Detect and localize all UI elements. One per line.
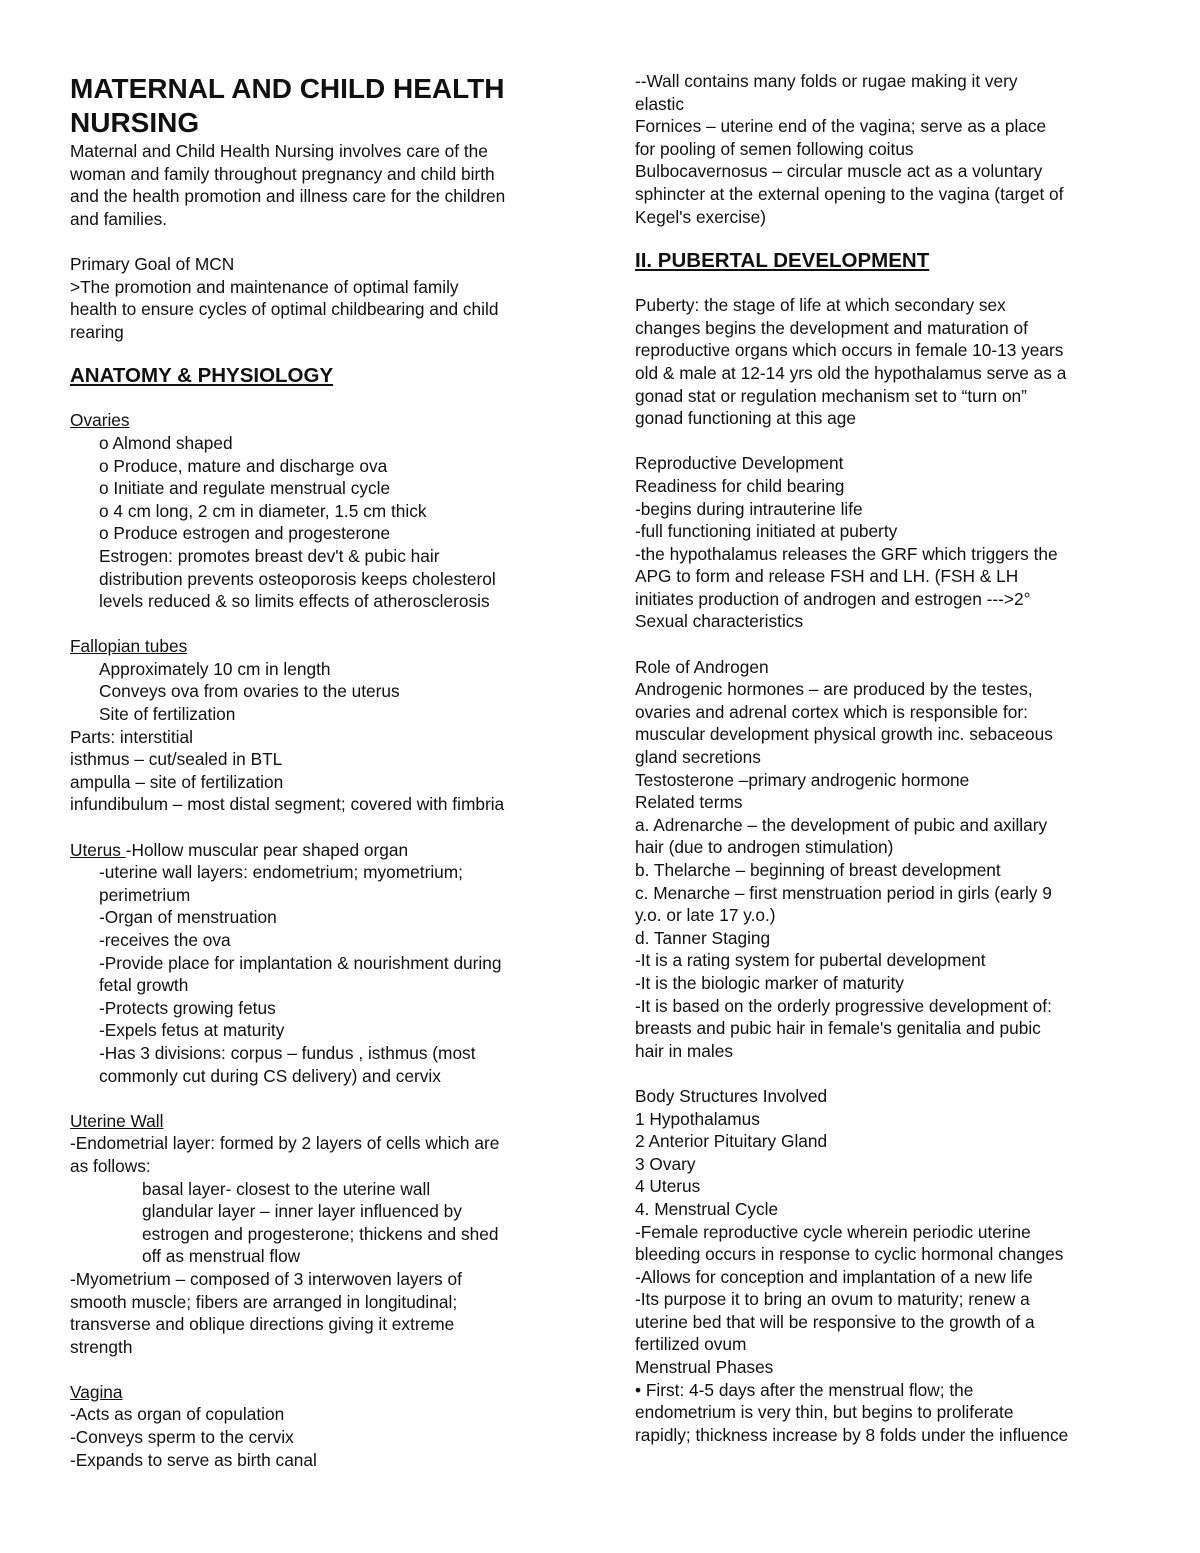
ovaries-section [70, 409, 570, 612]
paragraph-line: gonad stat or regulation mechanism set to “turn on” [635, 385, 1027, 406]
paragraph-line: reproductive organs which occurs in female 10-13 years [635, 340, 1064, 361]
list-item: as follows: [70, 1155, 151, 1176]
paragraph-line: Readiness for child bearing [635, 475, 845, 496]
list-item: -uterine wall layers: endometrium; myometrium; [99, 862, 463, 883]
paragraph-line: Sexual characteristics [635, 611, 804, 632]
list-item: -Myometrium – composed of 3 interwoven layers of [70, 1268, 462, 1289]
paragraph-line: -It is based on the orderly progressive development of: [635, 995, 1052, 1016]
paragraph-line: Body Structures Involved [635, 1085, 828, 1106]
list-item: -Conveys sperm to the cervix [70, 1427, 294, 1448]
paragraph-line: 1 Hypothalamus [635, 1108, 760, 1129]
paragraph-line: a. Adrenarche – the development of pubic and axillary [635, 814, 1048, 835]
paragraph-line: APG to form and release FSH and LH. (FSH & LH [635, 566, 1019, 587]
intro-line: and families. [70, 208, 168, 229]
uterine-wall-heading: Uterine Wall [70, 1110, 164, 1131]
intro-line: woman and family throughout pregnancy and child birth [70, 163, 495, 184]
paragraph-line: Testosterone –primary androgenic hormone [635, 769, 970, 790]
list-item: off as menstrual flow [142, 1246, 301, 1267]
paragraph-line: gland secretions [635, 747, 761, 768]
vagina-heading: Vagina [70, 1381, 123, 1402]
paragraph-line: old & male at 12-14 yrs old the hypothalamus serve as a [635, 362, 1067, 383]
paragraph-line: fertilized ovum [635, 1334, 747, 1355]
list-item: for pooling of semen following coitus [635, 138, 914, 159]
paragraph-line: hair in males [635, 1040, 733, 1061]
list-item: basal layer- closest to the uterine wall [142, 1178, 431, 1199]
list-item: levels reduced & so limits effects of atherosclerosis [99, 591, 490, 612]
fallopian-heading: Fallopian tubes [70, 636, 188, 657]
list-item: glandular layer – inner layer influenced by [142, 1201, 462, 1222]
paragraph-line: Puberty: the stage of life at which secondary sex [635, 295, 1006, 316]
reproductive-development [635, 452, 1135, 633]
role-of-androgen [635, 656, 1135, 1063]
paragraph-line: Role of Androgen [635, 656, 769, 677]
paragraph-line: c. Menarche – first menstruation period in girls (early 9 [635, 882, 1052, 903]
paragraph-line: b. Thelarche – beginning of breast development [635, 860, 1001, 880]
vagina-continued [635, 70, 1135, 228]
paragraph-line: -begins during intrauterine life [635, 498, 863, 519]
list-item: Conveys ova from ovaries to the uterus [99, 681, 400, 702]
list-item: Parts: interstitial [70, 726, 193, 747]
list-item: o Produce estrogen and progesterone [99, 523, 391, 544]
paragraph-line: -Female reproductive cycle wherein periodic uterine [635, 1221, 1031, 1242]
paragraph-line: hair (due to androgen stimulation) [635, 837, 894, 858]
paragraph-line: muscular development physical growth inc. sebaceous [635, 724, 1053, 745]
list-item: estrogen and progesterone; thickens and shed [142, 1223, 499, 1244]
list-item: -Has 3 divisions: corpus – fundus , isthmus (most [99, 1042, 476, 1063]
ovaries-heading: Ovaries [70, 410, 130, 431]
paragraph-line: uterine bed that will be responsive to the growth of a [635, 1311, 1035, 1332]
paragraph-line: rapidly; thickness increase by 8 folds under the influence [635, 1424, 1069, 1445]
list-item: perimetrium [99, 884, 191, 905]
goal-line: rearing [70, 321, 124, 342]
paragraph-line: 4 Uterus [635, 1176, 701, 1197]
list-item: transverse and oblique directions giving it extreme [70, 1314, 455, 1335]
list-item: -Endometrial layer: formed by 2 layers of cells which are [70, 1133, 500, 1154]
list-item: Bulbocavernosus – circular muscle act as a voluntary [635, 161, 1043, 182]
puberty-paragraph [635, 294, 1135, 430]
paragraph-line: 2 Anterior Pituitary Gland [635, 1131, 828, 1152]
paragraph-line: ovaries and adrenal cortex which is responsible for: [635, 701, 1028, 722]
left-column [70, 72, 570, 1471]
list-item: distribution prevents osteoporosis keeps cholesterol [99, 568, 496, 589]
list-item: elastic [635, 93, 684, 114]
uterus-heading: Uterus [70, 839, 126, 860]
paragraph-line: Related terms [635, 792, 743, 813]
list-item: -Acts as organ of copulation [70, 1404, 285, 1425]
list-item: -Protects growing fetus [99, 997, 276, 1018]
body-structures [635, 1085, 1135, 1447]
list-item: strength [70, 1336, 133, 1357]
paragraph-line: initiates production of androgen and estrogen --->2° [635, 588, 1031, 609]
fallopian-section [70, 635, 570, 816]
paragraph-line: 4. Menstrual Cycle [635, 1198, 779, 1219]
document-title-line-2: NURSING [70, 107, 200, 138]
paragraph-line: y.o. or late 17 y.o.) [635, 905, 776, 926]
list-item: Estrogen: promotes breast dev't & pubic hair [99, 545, 440, 566]
paragraph-line: Androgenic hormones – are produced by the testes, [635, 679, 1033, 700]
paragraph-line: -full functioning initiated at puberty [635, 521, 898, 542]
paragraph-line: bleeding occurs in response to cyclic hormonal changes [635, 1244, 1064, 1265]
paragraph-line: -It is the biologic marker of maturity [635, 972, 904, 993]
list-item: Approximately 10 cm in length [99, 658, 331, 679]
paragraph-line: -the hypothalamus releases the GRF which triggers the [635, 543, 1058, 564]
list-item: o Produce, mature and discharge ova [99, 455, 388, 476]
paragraph-line: d. Tanner Staging [635, 927, 771, 948]
list-item: Kegel's exercise) [635, 206, 767, 227]
paragraph-line: -Allows for conception and implantation of a new life [635, 1266, 1033, 1287]
list-item: -receives the ova [99, 930, 231, 950]
paragraph-line: -It is a rating system for pubertal development [635, 950, 986, 971]
section-heading-pubertal: II. PUBERTAL DEVELOPMENT [635, 249, 930, 273]
uterine-wall-section [70, 1110, 570, 1359]
document-title-line-1: MATERNAL AND CHILD HEALTH [70, 73, 505, 104]
intro-line: Maternal and Child Health Nursing involves care of the [70, 141, 488, 161]
uterus-description: -Hollow muscular pear shaped organ [125, 839, 409, 860]
list-item: -Expands to serve as birth canal [70, 1449, 317, 1470]
list-item: o Almond shaped [99, 432, 233, 453]
list-item: o Initiate and regulate menstrual cycle [99, 478, 391, 499]
list-item: ampulla – site of fertilization [70, 771, 284, 792]
list-item: Site of fertilization [99, 704, 236, 725]
goal-line: Primary Goal of MCN [70, 253, 235, 274]
list-item: -Expels fetus at maturity [99, 1020, 285, 1041]
intro-line: and the health promotion and illness care for the children [70, 186, 506, 207]
paragraph-line: Menstrual Phases [635, 1357, 774, 1378]
paragraph-line: gonad functioning at this age [635, 408, 856, 429]
uterus-heading-line [70, 839, 570, 862]
list-item: o 4 cm long, 2 cm in diameter, 1.5 cm thick [99, 500, 427, 521]
list-item: isthmus – cut/sealed in BTL [70, 749, 283, 770]
list-item: --Wall contains many folds or rugae making it very [635, 71, 1018, 91]
paragraph-line: changes begins the development and maturation of [635, 317, 1028, 338]
vagina-section [70, 1381, 570, 1471]
paragraph-line: Reproductive Development [635, 453, 844, 474]
paragraph-line: breasts and pubic hair in female's genitalia and pubic [635, 1018, 1041, 1039]
list-item: sphincter at the external opening to the vagina (target of [635, 183, 1064, 204]
paragraph-line: • First: 4-5 days after the menstrual flow; the [635, 1379, 974, 1400]
uterus-section [70, 839, 570, 1088]
list-item: infundibulum – most distal segment; covered with fimbria [70, 794, 505, 815]
paragraph-line: 3 Ovary [635, 1153, 696, 1174]
intro-paragraph [70, 140, 570, 230]
goal-line: health to ensure cycles of optimal childbearing and child [70, 299, 499, 320]
section-heading-anatomy: ANATOMY & PHYSIOLOGY [70, 364, 334, 388]
list-item: -Provide place for implantation & nourishment during [99, 952, 502, 973]
primary-goal [70, 253, 570, 343]
list-item: -Organ of menstruation [99, 907, 277, 928]
list-item: Fornices – uterine end of the vagina; serve as a place [635, 116, 1047, 137]
right-column [635, 70, 1135, 1446]
paragraph-line: endometrium is very thin, but begins to proliferate [635, 1402, 1014, 1423]
list-item: fetal growth [99, 975, 189, 996]
list-item: smooth muscle; fibers are arranged in longitudinal; [70, 1291, 458, 1312]
goal-line: >The promotion and maintenance of optimal family [70, 276, 459, 297]
list-item: commonly cut during CS delivery) and cervix [99, 1065, 441, 1086]
paragraph-line: -Its purpose it to bring an ovum to maturity; renew a [635, 1289, 1030, 1310]
